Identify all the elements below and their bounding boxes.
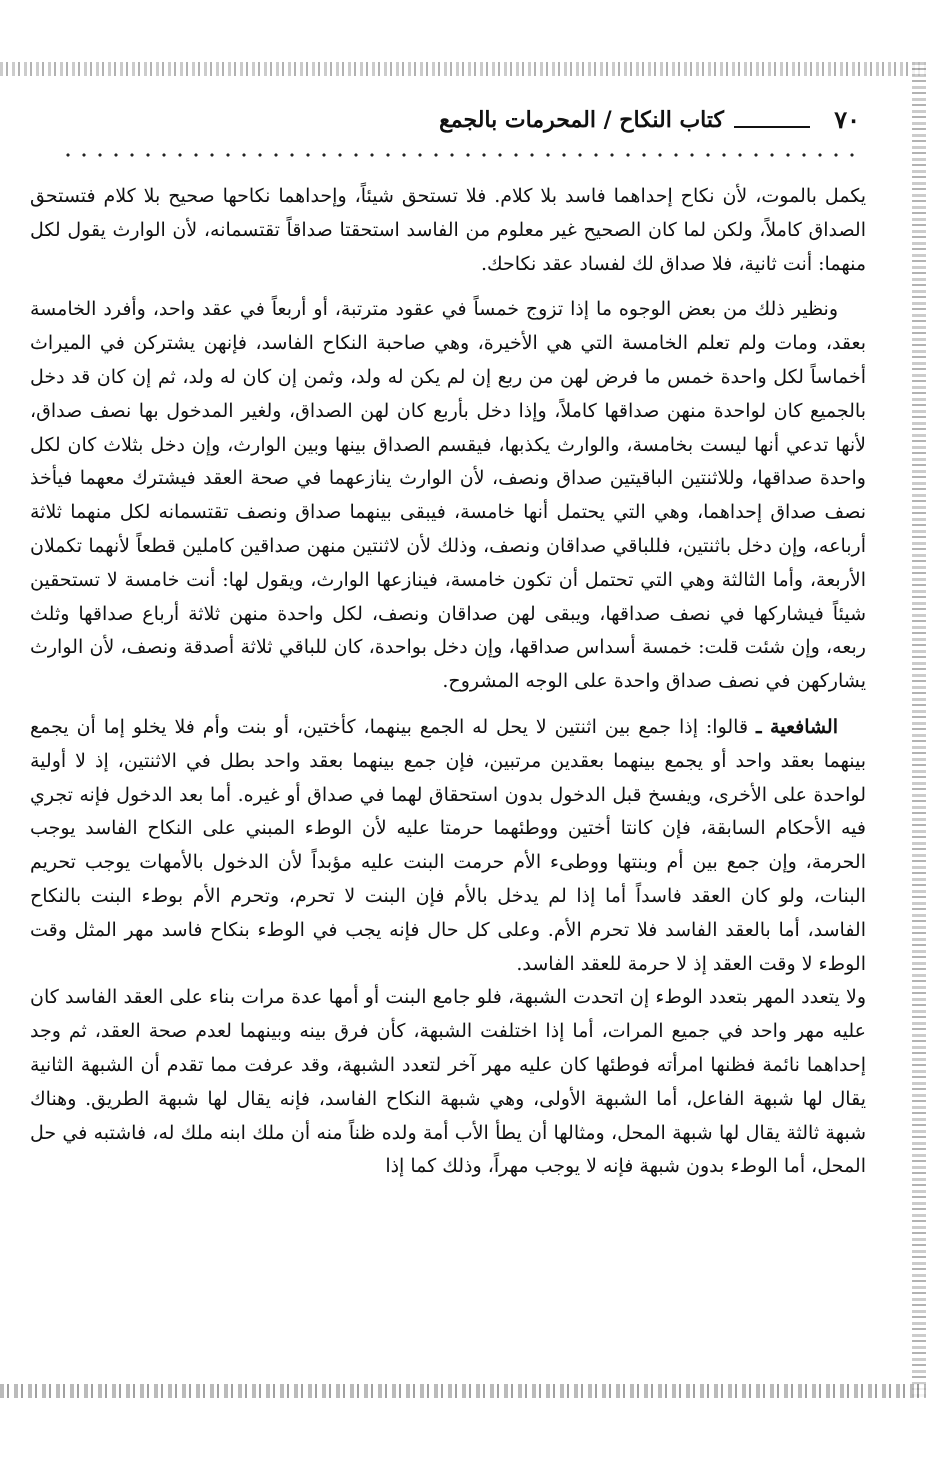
page-title: كتاب النكاح / المحرمات بالجمع (439, 107, 724, 133)
decorative-border-right (912, 62, 926, 1398)
header-rule (734, 126, 810, 128)
body-text (30, 180, 866, 1196)
page-number: ٧٠ (834, 105, 860, 134)
dotted-separator (60, 152, 865, 158)
decorative-border-bottom (0, 1384, 926, 1398)
paragraph-2: ونظير ذلك من بعض الوجوه ما إذا تزوج خمساً في عقود مترتبة، أو أربعاً في عقد واحد، وأفرد الخامسة بعقد، ومات ولم تعلم الخامسة التي هي الأخيرة، وهي صاحبة النكاح الفاسد، فإنهن يشتركن في الميراث أخماساً لكل واحدة خمس ما فرض لهن من ربع إن لم يكن له ولد، وثمن إن كان له ولد، ثم إن كان قد دخل بالجميع كان لواحدة منهن صداقها كاملاً، وإذا دخل بأربع كان لهن الصداق، ولغير المدخول بها نصف صداق، لأنها تدعي أنها ليست بخامسة، والوارث يكذبها، فيقسم الصداق بينها وبين الوارث، وإن دخل بثلاث كان لكل واحدة صداقها، وللاثنتين الباقيتين صداق ونصف، لأن الوارث ينازعهما في صحة العقد فيشترك معهما فيأخذ نصف صداق إحداهما، وهي التي يحتمل أنها خامسة، فيبقى بينهما صداق ونصف تقتسمانه لكل منهما ثلاثة أرباعه، وإن دخل باثنتين، فللباقي صداقان ونصف، وذلك لأن لاثنتين منهن صداقين كاملين قطعاً لأنهما تكملان الأربعة، وأما الثالثة وهي التي تحتمل أن تكون خامسة، فينازعها الوارث، ويقول لها: أنت خامسة لا تستحقين شيئاً فيشاركها في نصف صداقها، ويبقى لهن صداقان ونصف، لكل واحدة منهن ثلاثة أرباع صداقها وثلث ربعه، وإن شئت قلت: خمسة أسداس صداقها، وإن دخل بواحدة، كان للباقي ثلاثة أصدقة ونصف، لأن الوارث يشاركهن في نصف صداق واحدة على الوجه المشروح. (30, 298, 866, 693)
decorative-border-top (0, 62, 926, 76)
shafii-text: قالوا: إذا جمع بين اثنتين لا يحل له الجمع بينهما، كأختين، أو بنت وأم فلا يخلو إما أن يجمع بينهما بعقد واحد أو يجمع بينهما بعقدين مرتبين، فإن جمع بينهما بعقد واحد بطل في الاثنتين، إذ لا أولية لواحدة على الأخرى، ويفسخ قبل الدخول بدون استحقاق لهما في صداق أو غيره. أما بعد الدخول فإنه تجري فيه الأحكام السابقة، فإن كانتا أختين ووطئهما حرمتا عليه لأن الوطء المبني على النكاح الفاسد يوجب الحرمة، وإن جمع بين أم وبنتها ووطىء الأم حرمت البنت عليه مؤبداً لأن الدخول بالأمهات يوجب تحريم البنات، ولو كان العقد فاسداً أما إذا لم يدخل بالأم فإن البنت لا تحرم، وتحرم الأم بوطء البنت بالنكاح الفاسد، أما بالعقد الفاسد فلا تحرم الأم. وعلى كل حال فإنه يجب في الوطء بنكاح فاسد مهر المثل وقت الوطء لا وقت العقد إذ لا حرمة للعقد الفاسد. (30, 715, 866, 975)
school-label-shafii: الشافعية ـ (755, 715, 839, 738)
running-header (30, 104, 860, 140)
shafii-paragraph (30, 711, 866, 981)
shafii-continuation: ولا يتعدد المهر بتعدد الوطء إن اتحدت الشبهة، فلو جامع البنت أو أمها عدة مرات بناء على العقد الفاسد كان عليه مهر واحد في جميع المرات، أما إذا اختلفت الشبهة، كأن فرق بينه وبينهما لعدم صحة العقد، ثم وجد إحداهما نائمة فظنها امرأته فوطئها كان عليه مهر آخر لتعدد الشبهة، وقد عرفت مما تقدم أن الشبهة الثانية يقال لها شبهة الفاعل، أما الشبهة الأولى، وهي شبهة النكاح الفاسد، فإنه يقال لها شبهة الطريق. وهناك شبهة ثالثة يقال لها شبهة المحل، ومثالها أن يطأ الأب أمة ولده ظناً منه أن ملك ابنه ملك له، فاشتبه في حل المحل، أما الوطء بدون شبهة فإنه لا يوجب مهراً، وذلك كما إذا (30, 986, 866, 1178)
paragraph-1: يكمل بالموت، لأن نكاح إحداهما فاسد بلا كلام. فلا تستحق شيئاً، وإحداهما نكاحها صحيح بلا كلام فتستحق الصداق كاملاً، ولكن لما كان الصحيح غير معلوم من الفاسد استحقتا صداقاً تقتسمانه، لأن الوارث يقول لكل منهما: أنت ثانية، فلا صداق لك لفساد عقد نكاحك. (30, 185, 866, 275)
